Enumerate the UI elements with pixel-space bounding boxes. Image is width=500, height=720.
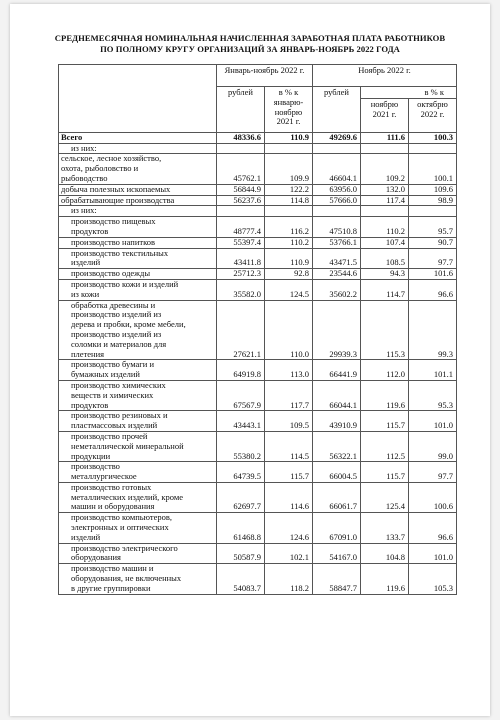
row-label bbox=[59, 237, 217, 248]
row-label-line: производство одежды bbox=[71, 268, 151, 279]
value-cell-v3: 66044.1 bbox=[313, 380, 361, 410]
value-cell-v3 bbox=[313, 206, 361, 217]
row-label-line: Всего bbox=[61, 131, 83, 142]
row-label-line: обработка древесины и bbox=[71, 299, 156, 310]
salary-table bbox=[58, 64, 457, 595]
value-cell-v4: 115.7 bbox=[361, 411, 409, 432]
value-cell-v4: 104.8 bbox=[361, 543, 409, 564]
value-cell-v2: 122.2 bbox=[265, 184, 313, 195]
value-cell-v3: 66061.7 bbox=[313, 482, 361, 512]
value-cell-v1 bbox=[217, 143, 265, 154]
value-cell-v5: 90.7 bbox=[409, 237, 457, 248]
row-label-line: производство электрического bbox=[71, 542, 178, 553]
value-cell-v2: 124.6 bbox=[265, 513, 313, 543]
value-cell-v5: 101.0 bbox=[409, 411, 457, 432]
row-label bbox=[59, 462, 217, 483]
value-cell-v2 bbox=[265, 206, 313, 217]
value-cell-v3: 29939.3 bbox=[313, 300, 361, 360]
value-cell-v5: 101.1 bbox=[409, 360, 457, 381]
row-label-line: изделий bbox=[71, 531, 101, 542]
row-label bbox=[59, 195, 217, 206]
table-row bbox=[59, 143, 457, 154]
value-cell-v3: 23544.6 bbox=[313, 269, 361, 280]
value-cell-v2: 110.0 bbox=[265, 300, 313, 360]
value-cell-v5 bbox=[409, 206, 457, 217]
value-cell-v1: 56844.9 bbox=[217, 184, 265, 195]
header-rub-2: рублей bbox=[313, 87, 361, 133]
value-cell-v2 bbox=[265, 143, 313, 154]
value-cell-v5: 95.7 bbox=[409, 217, 457, 238]
value-cell-v4 bbox=[361, 206, 409, 217]
value-cell-v2: 115.7 bbox=[265, 462, 313, 483]
row-label-line: из них: bbox=[71, 205, 97, 216]
row-label-line: продукции bbox=[71, 450, 111, 461]
table-row bbox=[59, 195, 457, 206]
row-label bbox=[59, 248, 217, 269]
value-cell-v5: 101.6 bbox=[409, 269, 457, 280]
value-cell-v4: 110.2 bbox=[361, 217, 409, 238]
value-cell-v5 bbox=[409, 143, 457, 154]
value-cell-v3: 43471.5 bbox=[313, 248, 361, 269]
row-label-line: обрабатывающие производства bbox=[61, 194, 175, 205]
value-cell-v1: 25712.3 bbox=[217, 269, 265, 280]
row-label bbox=[59, 513, 217, 543]
value-cell-v4: 114.7 bbox=[361, 279, 409, 300]
table-row bbox=[59, 184, 457, 195]
row-label-line: производство изделий из bbox=[71, 309, 162, 320]
value-cell-v2: 114.5 bbox=[265, 431, 313, 461]
value-cell-v3: 54167.0 bbox=[313, 543, 361, 564]
value-cell-v4: 119.6 bbox=[361, 564, 409, 594]
value-cell-v4: 112.0 bbox=[361, 360, 409, 381]
value-cell-v4: 94.3 bbox=[361, 269, 409, 280]
value-cell-v1: 45762.1 bbox=[217, 154, 265, 184]
row-label-line: производство готовых bbox=[71, 481, 152, 492]
title-line-2: ПО ПОЛНОМУ КРУГУ ОРГАНИЗАЦИЙ ЗА ЯНВАРЬ-НОЯБРЬ 2022 ГОДА bbox=[100, 44, 400, 54]
table-row bbox=[59, 482, 457, 512]
row-label-line: плетения bbox=[71, 348, 105, 359]
table-row bbox=[59, 217, 457, 238]
value-cell-v2: 110.9 bbox=[265, 132, 313, 143]
table-row bbox=[59, 431, 457, 461]
value-cell-v2: 118.2 bbox=[265, 564, 313, 594]
table-row bbox=[59, 462, 457, 483]
value-cell-v4: 125.4 bbox=[361, 482, 409, 512]
value-cell-v2: 109.5 bbox=[265, 411, 313, 432]
value-cell-v2: 102.1 bbox=[265, 543, 313, 564]
row-label-line: добыча полезных ископаемых bbox=[61, 183, 171, 194]
value-cell-v4: 133.7 bbox=[361, 513, 409, 543]
table-row bbox=[59, 237, 457, 248]
row-label bbox=[59, 279, 217, 300]
row-label bbox=[59, 482, 217, 512]
table-row bbox=[59, 543, 457, 564]
row-label bbox=[59, 269, 217, 280]
value-cell-v5: 96.6 bbox=[409, 279, 457, 300]
value-cell-v2: 110.2 bbox=[265, 237, 313, 248]
row-label bbox=[59, 411, 217, 432]
value-cell-v3: 47510.8 bbox=[313, 217, 361, 238]
value-cell-v1: 64739.5 bbox=[217, 462, 265, 483]
header-pct-prev-period: в % к январю-ноябрю 2021 г. bbox=[265, 87, 313, 133]
value-cell-v2: 113.0 bbox=[265, 360, 313, 381]
value-cell-v2: 109.9 bbox=[265, 154, 313, 184]
value-cell-v3: 46604.1 bbox=[313, 154, 361, 184]
value-cell-v5: 99.0 bbox=[409, 431, 457, 461]
header-pct-nov: ноябрю 2021 г. bbox=[361, 98, 409, 132]
value-cell-v1: 48777.4 bbox=[217, 217, 265, 238]
row-label bbox=[59, 380, 217, 410]
value-cell-v1: 64919.8 bbox=[217, 360, 265, 381]
value-cell-v3 bbox=[313, 143, 361, 154]
value-cell-v4: 108.5 bbox=[361, 248, 409, 269]
row-label-line: дерева и пробки, кроме мебели, bbox=[71, 319, 186, 330]
value-cell-v2: 114.6 bbox=[265, 482, 313, 512]
row-label-line: охота, рыболовство и bbox=[61, 163, 139, 174]
value-cell-v3: 66004.5 bbox=[313, 462, 361, 483]
row-label bbox=[59, 217, 217, 238]
value-cell-v1: 35582.0 bbox=[217, 279, 265, 300]
row-label-line: электронных и оптических bbox=[71, 522, 169, 533]
row-label-line: оборудования bbox=[71, 552, 121, 563]
row-label bbox=[59, 431, 217, 461]
value-cell-v2: 110.9 bbox=[265, 248, 313, 269]
row-label-line: веществ и химических bbox=[71, 389, 154, 400]
value-cell-v3: 56322.1 bbox=[313, 431, 361, 461]
value-cell-v3: 53766.1 bbox=[313, 237, 361, 248]
value-cell-v5: 96.6 bbox=[409, 513, 457, 543]
value-cell-v5: 100.3 bbox=[409, 132, 457, 143]
value-cell-v5: 100.1 bbox=[409, 154, 457, 184]
table-row bbox=[59, 279, 457, 300]
row-label-line: продуктов bbox=[71, 225, 109, 236]
row-label-line: рыбоводство bbox=[61, 172, 108, 183]
row-label-line: производство пищевых bbox=[71, 216, 156, 227]
value-cell-v3: 66441.9 bbox=[313, 360, 361, 381]
row-label bbox=[59, 132, 217, 143]
table-row bbox=[59, 132, 457, 143]
table-row bbox=[59, 206, 457, 217]
header-rub-1: рублей bbox=[217, 87, 265, 133]
row-label-line: машин и оборудования bbox=[71, 501, 155, 512]
value-cell-v4: 132.0 bbox=[361, 184, 409, 195]
row-label-line: производство резиновых и bbox=[71, 410, 168, 421]
value-cell-v3: 58847.7 bbox=[313, 564, 361, 594]
value-cell-v4: 119.6 bbox=[361, 380, 409, 410]
value-cell-v1: 43443.1 bbox=[217, 411, 265, 432]
table-row bbox=[59, 300, 457, 360]
table-row bbox=[59, 564, 457, 594]
value-cell-v4: 115.7 bbox=[361, 462, 409, 483]
value-cell-v4: 117.4 bbox=[361, 195, 409, 206]
value-cell-v2: 117.7 bbox=[265, 380, 313, 410]
row-label bbox=[59, 543, 217, 564]
table-row bbox=[59, 269, 457, 280]
row-label-line: производство bbox=[71, 461, 120, 472]
value-cell-v5: 99.3 bbox=[409, 300, 457, 360]
header-blank-cell bbox=[59, 65, 217, 133]
row-label-line: производство прочей bbox=[71, 430, 148, 441]
value-cell-v5: 95.3 bbox=[409, 380, 457, 410]
value-cell-v5: 109.6 bbox=[409, 184, 457, 195]
value-cell-v1: 61468.8 bbox=[217, 513, 265, 543]
value-cell-v2: 116.2 bbox=[265, 217, 313, 238]
value-cell-v1: 54083.7 bbox=[217, 564, 265, 594]
value-cell-v4: 112.5 bbox=[361, 431, 409, 461]
row-label-line: соломки и материалов для bbox=[71, 338, 167, 349]
row-label bbox=[59, 300, 217, 360]
value-cell-v1: 27621.1 bbox=[217, 300, 265, 360]
value-cell-v2: 114.8 bbox=[265, 195, 313, 206]
table-row bbox=[59, 513, 457, 543]
value-cell-v5: 97.7 bbox=[409, 462, 457, 483]
value-cell-v1: 50587.9 bbox=[217, 543, 265, 564]
value-cell-v3: 63956.0 bbox=[313, 184, 361, 195]
row-label-line: сельское, лесное хозяйство, bbox=[61, 153, 162, 164]
value-cell-v3: 67091.0 bbox=[313, 513, 361, 543]
value-cell-v1: 62697.7 bbox=[217, 482, 265, 512]
value-cell-v1 bbox=[217, 206, 265, 217]
value-cell-v1: 48336.6 bbox=[217, 132, 265, 143]
row-label-line: неметаллической минеральной bbox=[71, 440, 184, 451]
value-cell-v1: 56237.6 bbox=[217, 195, 265, 206]
table-header bbox=[59, 65, 457, 133]
header-period-2: Ноябрь 2022 г. bbox=[313, 65, 457, 87]
value-cell-v3: 49269.6 bbox=[313, 132, 361, 143]
header-pct-2: в % к bbox=[361, 87, 457, 99]
row-label bbox=[59, 154, 217, 184]
row-label-line: оборудования, не включенных bbox=[71, 573, 182, 584]
table-row bbox=[59, 154, 457, 184]
row-label-line: производство текстильных bbox=[71, 247, 169, 258]
value-cell-v1: 67567.9 bbox=[217, 380, 265, 410]
value-cell-v4: 107.4 bbox=[361, 237, 409, 248]
value-cell-v4: 109.2 bbox=[361, 154, 409, 184]
row-label-line: металлургическое bbox=[71, 471, 137, 482]
value-cell-v2: 124.5 bbox=[265, 279, 313, 300]
value-cell-v1: 43411.8 bbox=[217, 248, 265, 269]
row-label-line: производство кожи и изделий bbox=[71, 278, 179, 289]
row-label bbox=[59, 206, 217, 217]
value-cell-v3: 57666.0 bbox=[313, 195, 361, 206]
row-label-line: бумажных изделий bbox=[71, 369, 140, 380]
row-label-line: производство напитков bbox=[71, 236, 156, 247]
table-row bbox=[59, 360, 457, 381]
row-label bbox=[59, 564, 217, 594]
title-line-1: СРЕДНЕМЕСЯЧНАЯ НОМИНАЛЬНАЯ НАЧИСЛЕННАЯ ЗАРАБОТНАЯ ПЛАТА РАБОТНИКОВ bbox=[54, 33, 446, 43]
row-label-line: из них: bbox=[71, 142, 97, 153]
row-label-line: продуктов bbox=[71, 399, 109, 410]
value-cell-v5: 98.9 bbox=[409, 195, 457, 206]
row-label bbox=[59, 143, 217, 154]
value-cell-v1: 55397.4 bbox=[217, 237, 265, 248]
value-cell-v2: 92.8 bbox=[265, 269, 313, 280]
value-cell-v5: 100.6 bbox=[409, 482, 457, 512]
document-title bbox=[10, 33, 490, 55]
value-cell-v4: 111.6 bbox=[361, 132, 409, 143]
value-cell-v3: 43910.9 bbox=[313, 411, 361, 432]
document-page bbox=[10, 4, 490, 716]
row-label-line: металлических изделий, кроме bbox=[71, 491, 183, 502]
header-period-1: Январь-ноябрь 2022 г. bbox=[217, 65, 313, 87]
value-cell-v5: 97.7 bbox=[409, 248, 457, 269]
row-label-line: производство химических bbox=[71, 379, 166, 390]
row-label bbox=[59, 184, 217, 195]
row-label-line: производство изделий из bbox=[71, 328, 162, 339]
table-row bbox=[59, 411, 457, 432]
row-label-line: производство бумаги и bbox=[71, 359, 154, 370]
value-cell-v4 bbox=[361, 143, 409, 154]
table-row bbox=[59, 248, 457, 269]
value-cell-v5: 105.3 bbox=[409, 564, 457, 594]
row-label bbox=[59, 360, 217, 381]
row-label-line: изделий bbox=[71, 257, 101, 268]
row-label-line: производство компьютеров, bbox=[71, 512, 173, 523]
value-cell-v3: 35602.2 bbox=[313, 279, 361, 300]
header-pct-oct: октябрю 2022 г. bbox=[409, 98, 457, 132]
row-label-line: производство машин и bbox=[71, 563, 154, 574]
row-label-line: пластмассовых изделий bbox=[71, 420, 158, 431]
value-cell-v5: 101.0 bbox=[409, 543, 457, 564]
table-row bbox=[59, 380, 457, 410]
row-label-line: из кожи bbox=[71, 288, 100, 299]
row-label-line: в другие группировки bbox=[71, 582, 151, 593]
value-cell-v4: 115.3 bbox=[361, 300, 409, 360]
table-body bbox=[59, 132, 457, 594]
value-cell-v1: 55380.2 bbox=[217, 431, 265, 461]
